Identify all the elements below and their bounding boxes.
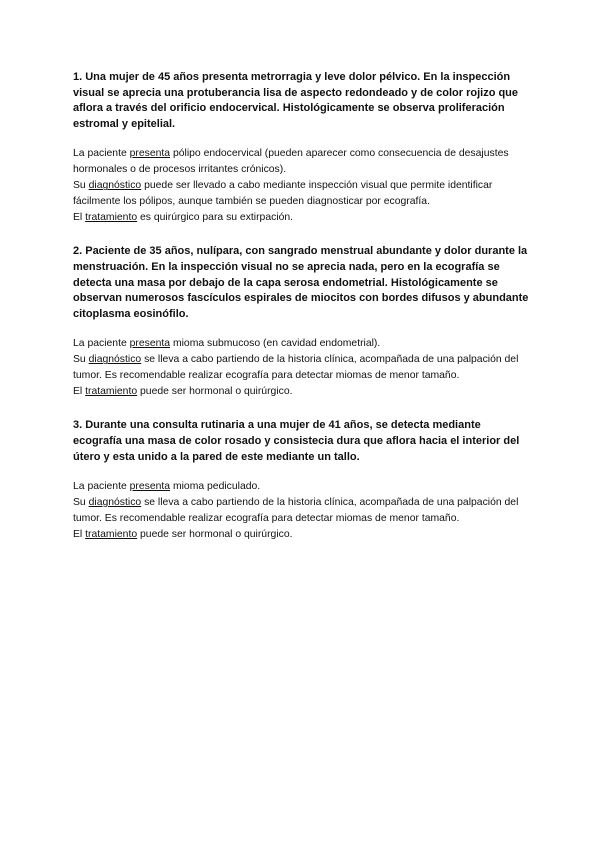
case-1-tratamiento-line (73, 210, 529, 226)
case-1-presenta-line (73, 146, 529, 178)
diagnostico-keyword: diagnóstico (88, 497, 142, 509)
diagnostico-prefix: Su (73, 354, 89, 366)
tratamiento-keyword: tratamiento (85, 212, 138, 224)
case-1 (73, 70, 529, 226)
diagnostico-prefix: Su (73, 180, 89, 192)
presenta-prefix: La paciente (73, 338, 130, 350)
diagnostico-text: puede ser llevado a cabo mediante inspección visual que permite identificar fácilmente los pólipos, aunque también se pueden diagnosticar por ecografía. (73, 180, 493, 208)
diagnostico-keyword: diagnóstico (88, 354, 142, 366)
case-2-presenta-line (73, 336, 529, 352)
presenta-keyword: presenta (129, 481, 171, 493)
presenta-keyword: presenta (129, 148, 171, 160)
case-2-diagnostico-line (73, 352, 529, 384)
presenta-keyword: presenta (129, 338, 171, 350)
presenta-prefix: La paciente (73, 148, 130, 160)
case-3-tratamiento-line (73, 527, 529, 543)
diagnostico-text: se lleva a cabo partiendo de la historia clínica, acompañada de una palpación del tumor. Es recomendable realizar ecografía para detectar miomas de menor tamaño. (73, 354, 519, 382)
case-2-answer (73, 336, 529, 400)
tratamiento-prefix: El (73, 212, 86, 224)
tratamiento-keyword: tratamiento (85, 529, 138, 541)
case-3-question: 3. Durante una consulta rutinaria a una mujer de 41 años, se detecta mediante ecografía una masa de color rosado y consistecia dura que aflora hacia el interior del útero y esta unido a la pared de este mediante un tallo. (73, 419, 520, 463)
case-2-question: 2. Paciente de 35 años, nulípara, con sangrado menstrual abundante y dolor durante la menstruación. En la inspección visual no se aprecia nada, pero en la ecografía se detecta una masa por debajo de la capa serosa endometrial. Histológicamente se observan numerosos fascículos espirales de miocitos con bordes difusos y abundante citoplasma eosinófilo. (73, 245, 529, 320)
diagnostico-text: se lleva a cabo partiendo de la historia clínica, acompañada de una palpación del tumor. Es recomendable realizar ecografía para detectar miomas de menor tamaño. (73, 497, 519, 525)
tratamiento-text: puede ser hormonal o quirúrgico. (137, 529, 293, 541)
case-2-tratamiento-line (73, 384, 529, 400)
case-1-question: 1. Una mujer de 45 años presenta metrorragia y leve dolor pélvico. En la inspección visual se aprecia una protuberancia lisa de aspecto redondeado y de color rojizo que aflora a través del orificio endocervical. Histológicamente se observa proliferación estromal y epitelial. (73, 71, 519, 130)
presenta-prefix: La paciente (73, 481, 130, 493)
case-3-answer (73, 479, 529, 543)
case-3-diagnostico-line (73, 495, 529, 527)
presenta-text: mioma submucoso (en cavidad endometrial). (170, 338, 381, 350)
case-1-answer (73, 146, 529, 226)
case-1-diagnostico-line (73, 178, 529, 210)
tratamiento-text: puede ser hormonal o quirúrgico. (137, 386, 293, 398)
case-2 (73, 244, 529, 400)
presenta-text: mioma pediculado. (170, 481, 261, 493)
diagnostico-prefix: Su (73, 497, 89, 509)
tratamiento-prefix: El (73, 529, 86, 541)
diagnostico-keyword: diagnóstico (88, 180, 142, 192)
presenta-text: pólipo endocervical (pueden aparecer como consecuencia de desajustes hormonales o de procesos irritantes crónicos). (73, 148, 509, 176)
document-page (73, 70, 529, 543)
tratamiento-keyword: tratamiento (85, 386, 138, 398)
tratamiento-text: es quirúrgico para su extirpación. (137, 212, 294, 224)
tratamiento-prefix: El (73, 386, 86, 398)
case-3 (73, 418, 529, 543)
case-3-presenta-line (73, 479, 529, 495)
